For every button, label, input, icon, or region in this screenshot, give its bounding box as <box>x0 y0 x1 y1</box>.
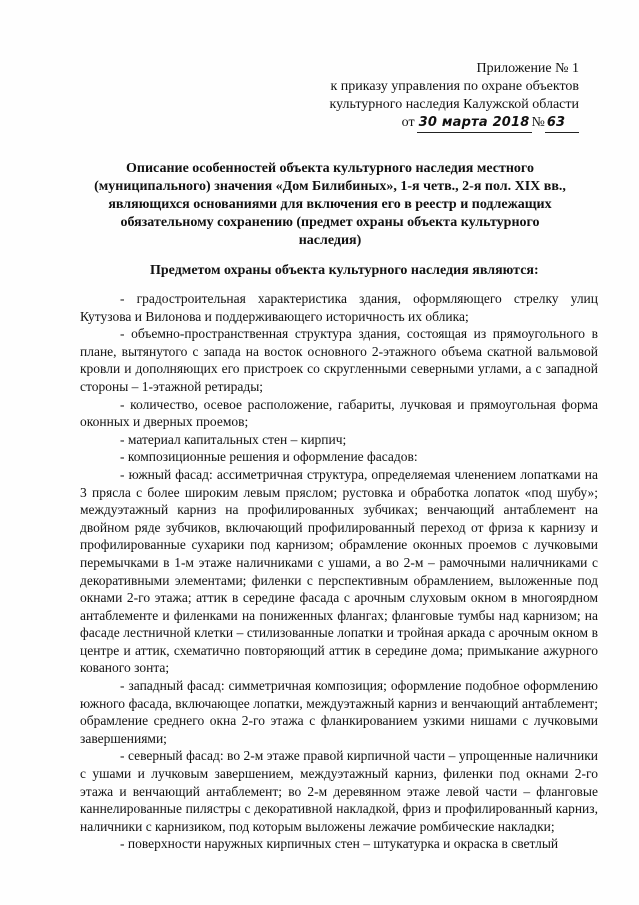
date-prefix: от <box>401 115 415 130</box>
handwritten-order-number: 63 <box>545 114 579 133</box>
order-date-row <box>330 114 579 133</box>
paragraph: - материал капитальных стен – кирпич; <box>120 431 347 447</box>
document-title: Описание особенностей объекта культурного наследия местного (муниципального) значения «Дом Билибиных», 1-я четв., 2-я пол. XIX вв., являющихся основаниями для включения его в реестр и подлежащих обязательному сохранению (предмет охраны объекта культурного наследия) <box>94 161 566 248</box>
section-subheading: Предметом охраны объекта культурного наследия являются: <box>150 263 539 278</box>
paragraph: - композиционные решения и оформление фасадов: <box>120 449 418 465</box>
document-body <box>80 290 598 853</box>
paragraph: - градостроительная характеристика здания, оформляющего стрелку улиц Кутузова и Вилонова и поддерживающего историчность их облика; <box>80 291 598 324</box>
appendix-line-1: Приложение № 1 <box>476 61 579 76</box>
handwritten-date: 30 марта 2018 <box>417 114 532 133</box>
paragraph: - южный фасад: ассиметричная структура, определяемая членением лопатками на 3 прясла с более широким левым пряслом; рустовка и обработка лопаток «под шубу»; междуэтажный карниз на профилированных зубчиках; венчающий антаблемент на двойном ряде зубчиков, включающий профилированный переход от фриза к карнизу и профилированные сухарики под карнизом; обрамление оконных проемов с лучковыми перемычками в 1-м этаже наличниками с ушами, а во 2-м – рамочными наличниками с декоративными элементами; филенки с перспективным обрамлением, выложенные под окнами 2-го этажа; аттик в середине фасада с арочным слуховым окном в многоярдном антаблементе и филенками на пониженных флангах; фланговые тумбы над карнизом; на фасаде лестничной клетки – стилизованные лопатки и тройная аркада с арочным окном в центре и аттик, схематично повторяющий аттик в середине дома; примыкание ажурного кованого зонта; <box>80 466 598 676</box>
paragraph: - количество, осевое расположение, габариты, лучковая и прямоугольная форма оконных и дверных проемов; <box>80 396 598 430</box>
appendix-line-2: к приказу управления по охране объектов <box>330 79 579 94</box>
number-label: № <box>531 115 545 130</box>
paragraph: - поверхности наружных кирпичных стен – штукатурка и окраска в светлый <box>120 836 559 852</box>
appendix-header <box>330 60 579 133</box>
paragraph: - северный фасад: во 2-м этаже правой кирпичной части – упрощенные наличники с ушами и лучковым завершением, междуэтажный карниз, филенки под окнами 2-го этажа и венчающий антаблемент; во 2-м деревянном этаже левой части – фланговые каннелированные пилястры с декоративной накладкой, фриз и профилированный карниз, наличники с карнизиком, под которым выложены лежачие ромбические накладки; <box>80 748 598 834</box>
paragraph: - западный фасад: симметричная композиция; оформление подобное оформлению южного фасада, включающее лопатки, междуэтажный карниз и венчающий антаблемент; обрамление среднего окна 2-го этажа с фланкированием узкими нишами с лучковыми завершениями; <box>80 678 598 746</box>
paragraph: - объемно-пространственная структура здания, состоящая из прямоугольного в плане, вытянутого с запада на восток основного 2-этажного объема скатной вальмовой кровли и дополняющих его пристроек со скругленными северными углами, а с западной стороны – 1-этажной ретирады; <box>80 326 598 394</box>
appendix-line-3: культурного наследия Калужской области <box>329 97 579 112</box>
